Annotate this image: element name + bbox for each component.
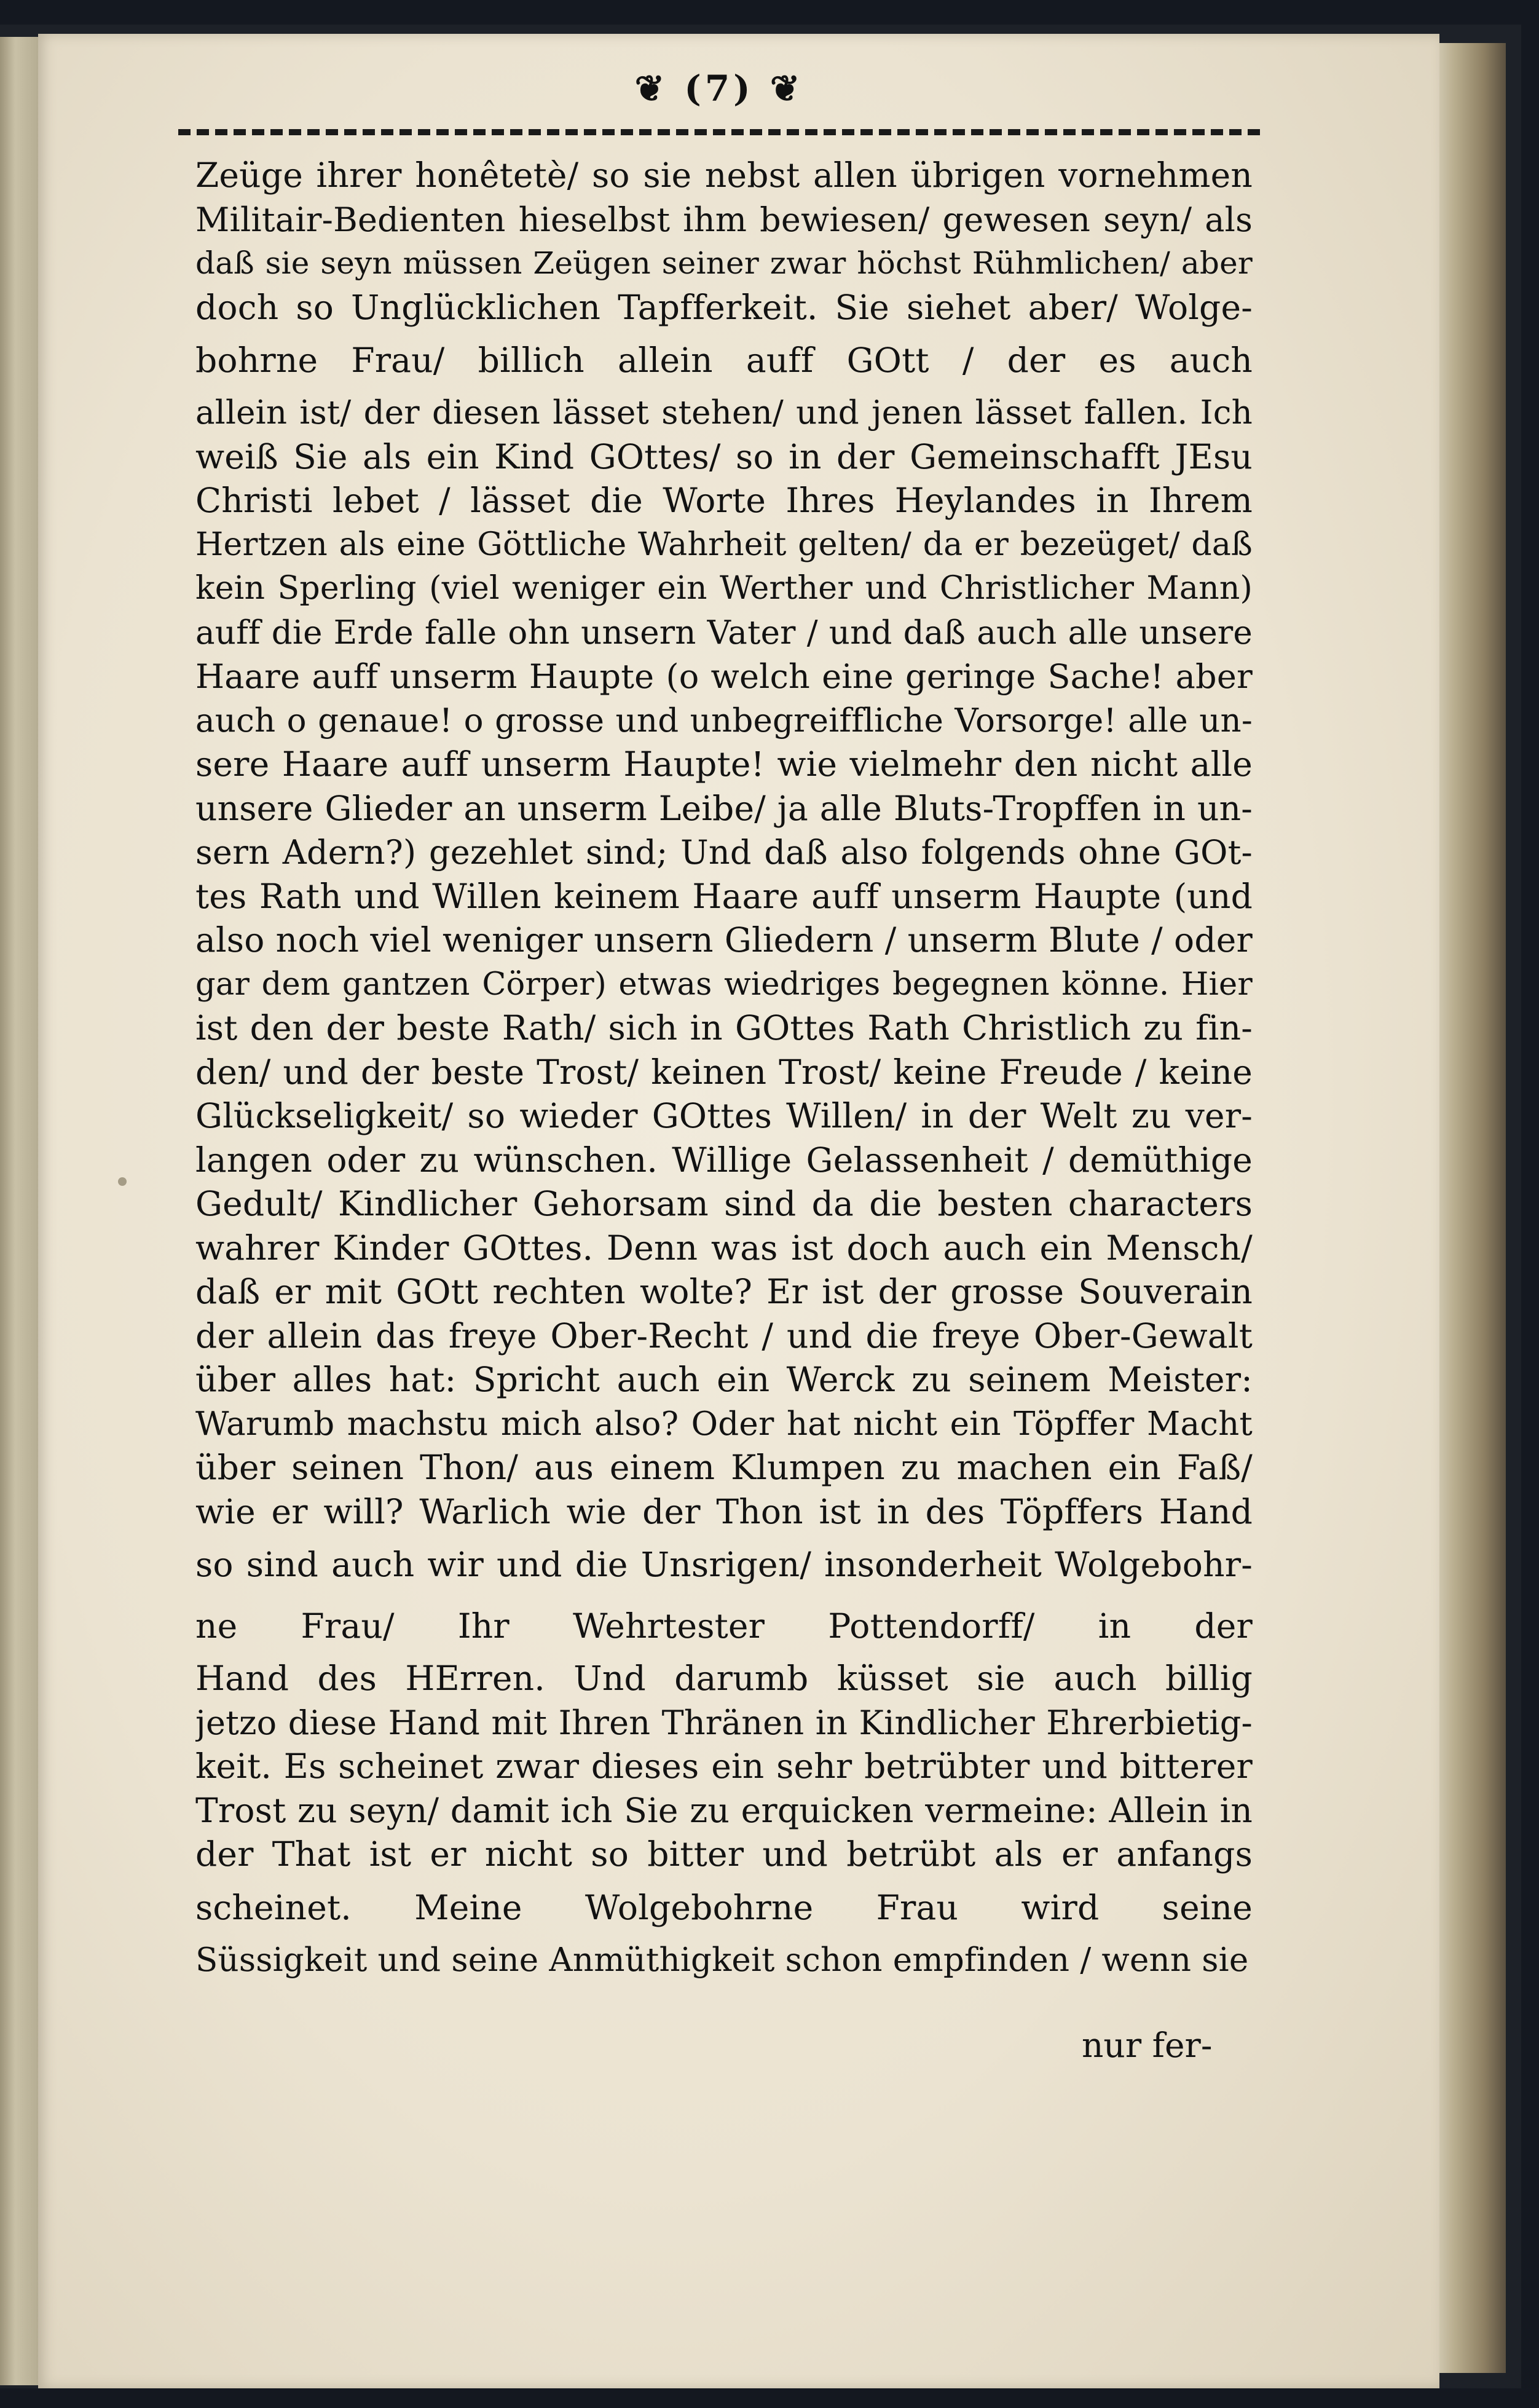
- text-line: sere Haare auff unserm Haupte! wie vielmehr den nicht alle: [195, 744, 1253, 784]
- text-line: über seinen Thon/ aus einem Klumpen zu machen ein Faß/: [195, 1448, 1253, 1487]
- text-line: langen oder zu wünschen. Willige Gelassenheit / demüthige: [195, 1140, 1253, 1180]
- page-number-text: (7): [684, 68, 754, 109]
- text-line: wie er will? Warlich wie der Thon ist in des Töpffers Hand: [195, 1491, 1253, 1531]
- paper-spot: [118, 1177, 127, 1186]
- text-line: unsere Glieder an unserm Leibe/ ja alle Bluts-Tropffen in un-: [195, 788, 1253, 828]
- text-line: Hand des HErren. Und darumb küsset sie auch billig: [195, 1659, 1253, 1698]
- text-line: also noch viel weniger unsern Gliedern / unserm Blute / oder: [195, 920, 1253, 960]
- page-header: [178, 68, 1260, 141]
- header-rule: [178, 129, 1260, 135]
- left-page-edge: [0, 37, 40, 2385]
- text-line: sern Adern?) gezehlet sind; Und daß also folgends ohne GOt-: [195, 833, 1253, 872]
- text-line: daß er mit GOtt rechten wolte? Er ist der grosse Souverain: [195, 1272, 1253, 1311]
- text-line: scheinet. Meine Wolgebohrne Frau wird seine: [195, 1887, 1253, 1927]
- text-line: Gedult/ Kindlicher Gehorsam sind da die besten characters: [195, 1184, 1253, 1223]
- text-line: Zeüge ihrer honêtetè/ so sie nebst allen übrigen vornehmen: [195, 156, 1253, 195]
- text-line: der allein das freye Ober-Recht / und die freye Ober-Gewalt: [195, 1316, 1253, 1356]
- text-line: allein ist/ der diesen lässet stehen/ und jenen lässet fallen. Ich: [195, 394, 1253, 432]
- catchword: nur fer-: [1082, 2026, 1213, 2065]
- text-line: Glückseligkeit/ so wieder GOttes Willen/ in der Welt zu ver-: [195, 1096, 1253, 1135]
- text-line: den/ und der beste Trost/ keinen Trost/ keine Freude / keine: [195, 1052, 1253, 1092]
- text-line: Süssigkeit und seine Anmüthigkeit schon empfinden / wenn sie: [195, 1941, 1249, 1979]
- text-line: daß sie seyn müssen Zeügen seiner zwar höchst Rühmlichen/ aber: [195, 245, 1253, 281]
- page-number: [178, 68, 1260, 109]
- text-line: Militair-Bedienten hieselbst ihm bewiesen/ gewesen seyn/ als: [195, 200, 1253, 239]
- text-line: der That ist er nicht so bitter und betrübt als er anfangs: [195, 1834, 1253, 1874]
- text-line: ist den der beste Rath/ sich in GOttes Rath Christlich zu fin-: [195, 1008, 1253, 1048]
- text-line: jetzo diese Hand mit Ihren Thränen in Kindlicher Ehrerbietig-: [195, 1703, 1253, 1742]
- text-line: Warumb machstu mich also? Oder hat nicht ein Töpffer Macht: [195, 1405, 1253, 1443]
- text-line: wahrer Kinder GOttes. Denn was ist doch auch ein Mensch/: [195, 1228, 1253, 1268]
- text-line: ne Frau/ Ihr Wehrtester Pottendorff/ in der: [195, 1606, 1253, 1646]
- text-line: keit. Es scheinet zwar dieses ein sehr betrübter und bitterer: [195, 1747, 1253, 1786]
- right-page-edge: [1432, 43, 1506, 2373]
- text-line: gar dem gantzen Cörper) etwas wiedriges begegnen könne. Hier: [195, 966, 1253, 1003]
- text-line: so sind auch wir und die Unsrigen/ insonderheit Wolgebohr-: [195, 1545, 1253, 1584]
- body-text: [195, 154, 1253, 1982]
- text-line: auch o genaue! o grosse und unbegreiffliche Vorsorge! alle un-: [195, 701, 1253, 740]
- text-line: tes Rath und Willen keinem Haare auff unserm Haupte (und: [195, 876, 1253, 916]
- text-line: Christi lebet / lässet die Worte Ihres Heylandes in Ihrem: [195, 481, 1253, 520]
- text-line: Trost zu seyn/ damit ich Sie zu erquicken vermeine: Allein in: [195, 1790, 1253, 1830]
- text-line: auff die Erde falle ohn unsern Vater / und daß auch alle unsere: [195, 614, 1253, 652]
- text-line: kein Sperling (viel weniger ein Werther und Christlicher Mann): [195, 570, 1253, 607]
- text-line: bohrne Frau/ billich allein auff GOtt / der es auch: [195, 341, 1253, 380]
- text-line: Haare auff unserm Haupte (o welch eine geringe Sache! aber: [195, 657, 1253, 696]
- header-ornament-right-icon: ❦: [770, 68, 804, 109]
- text-line: über alles hat: Spricht auch ein Werck zu seinem Meister:: [195, 1360, 1253, 1399]
- text-line: weiß Sie als ein Kind GOttes/ so in der Gemeinschafft JEsu: [195, 436, 1253, 476]
- text-line: Hertzen als eine Göttliche Wahrheit gelten/ da er bezeüget/ daß: [195, 526, 1253, 563]
- text-line: doch so Unglücklichen Tapfferkeit. Sie siehet aber/ Wolge-: [195, 287, 1253, 327]
- header-ornament-left-icon: ❦: [634, 68, 669, 109]
